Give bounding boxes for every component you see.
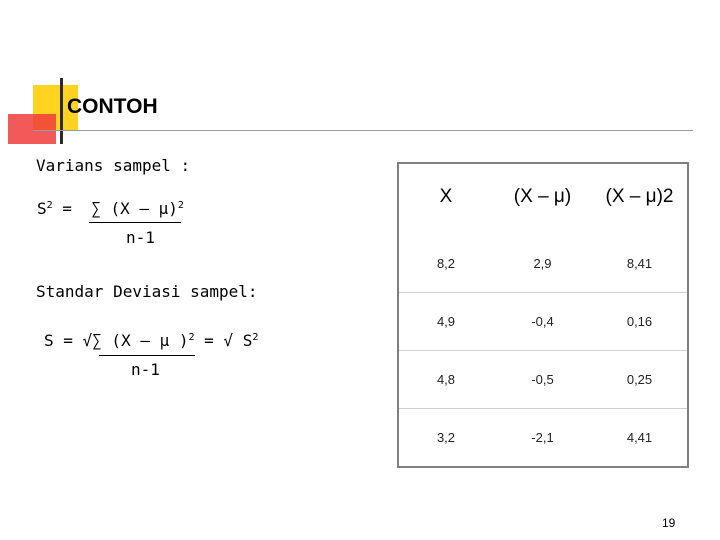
table-cell: -0,5 xyxy=(493,351,592,409)
table-cell: 0,16 xyxy=(592,293,688,351)
table-cell: 0,25 xyxy=(592,351,688,409)
table-cell: 8,41 xyxy=(592,235,688,293)
varians-label: Varians sampel : xyxy=(36,156,191,175)
varians-lhs: S xyxy=(37,199,47,218)
table-cell: 4,41 xyxy=(592,409,688,468)
varians-numerator-exponent: 2 xyxy=(177,200,184,211)
table-cell: -0,4 xyxy=(493,293,592,351)
table-cell: -2,1 xyxy=(493,409,592,468)
std-formula xyxy=(44,331,258,350)
std-formula-middle: = √ S xyxy=(194,331,253,350)
std-tail-exponent: 2 xyxy=(252,332,259,343)
varians-formula-numerator xyxy=(37,199,184,218)
table-row xyxy=(398,235,688,293)
std-fraction-line xyxy=(99,355,195,356)
varians-equals: = xyxy=(52,199,92,218)
title-decoration-red-square xyxy=(8,114,56,144)
std-formula-lead: S = √∑ (X – μ ) xyxy=(44,331,189,350)
varians-fraction-line xyxy=(89,222,181,223)
table-header-row xyxy=(398,163,688,235)
std-lead-exponent: 2 xyxy=(188,332,195,343)
page-number: 19 xyxy=(662,516,676,530)
table-cell: 3,2 xyxy=(398,409,493,468)
table-header-deviation: (X – μ) xyxy=(513,186,572,207)
title-underline xyxy=(33,130,693,131)
table-row xyxy=(398,351,688,409)
table-row xyxy=(398,409,688,468)
slide-title: CONTOH xyxy=(67,95,158,118)
title-decoration-vertical-line xyxy=(60,78,63,144)
data-table xyxy=(397,162,689,468)
table-cell: 2,9 xyxy=(493,235,592,293)
table-cell: 8,2 xyxy=(398,235,493,293)
std-label: Standar Deviasi sampel: xyxy=(36,282,258,301)
table-row xyxy=(398,293,688,351)
table-header-deviation-squared: (X – μ)2 xyxy=(605,186,674,207)
table-cell: 4,8 xyxy=(398,351,493,409)
table-header-x: X xyxy=(439,186,453,207)
table-cell: 4,9 xyxy=(398,293,493,351)
varians-numerator: ∑ (X – μ) xyxy=(91,199,178,218)
std-denominator: n-1 xyxy=(131,360,160,379)
varians-lhs-exponent: 2 xyxy=(46,200,53,211)
varians-denominator: n-1 xyxy=(126,228,155,247)
